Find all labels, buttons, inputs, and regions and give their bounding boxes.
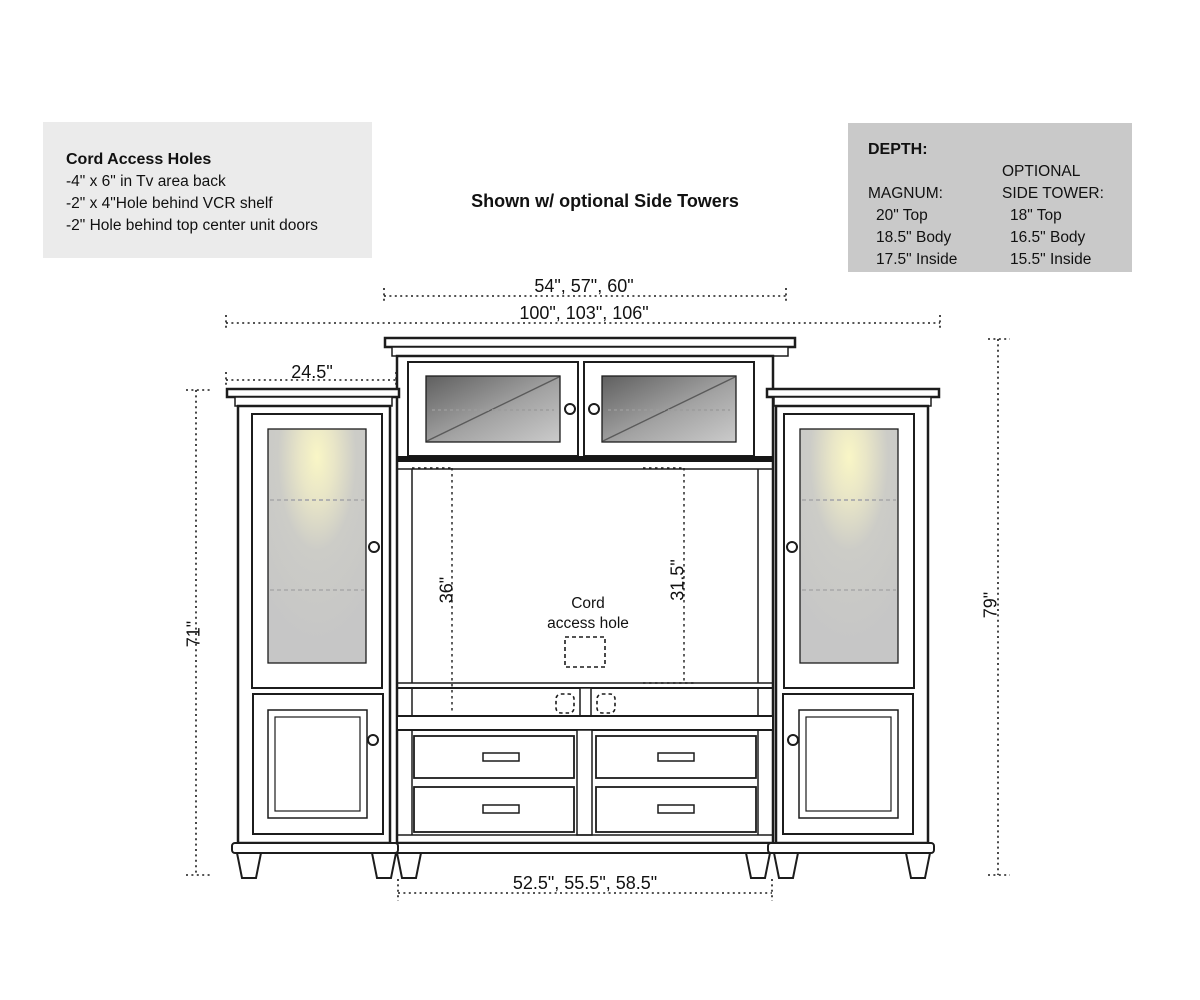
page-title: Shown w/ optional Side Towers	[471, 191, 739, 211]
left-tower-glass	[268, 429, 366, 663]
left-tower-crown	[227, 389, 399, 397]
dim-label-base-center-width: 52.5", 55.5", 58.5"	[512, 873, 658, 893]
dim-label-side-tower-height: 71"	[183, 620, 204, 648]
drawer-handle-icon	[483, 753, 519, 761]
knob-icon	[369, 542, 379, 552]
depth-col1-row3: 17.5" Inside	[876, 251, 958, 268]
foot	[906, 853, 930, 878]
vcr-shelf-divider	[580, 688, 591, 716]
foot	[774, 853, 798, 878]
foot	[372, 853, 396, 878]
depth-col1-row2: 18.5" Body	[876, 229, 952, 246]
dim-label-top-center-width: 54", 57", 60"	[534, 276, 634, 296]
cord-access-holes-title: Cord Access Holes	[66, 151, 212, 168]
drawer-handle-icon	[658, 753, 694, 761]
left-tower-glass-door	[252, 414, 382, 688]
knob-icon	[368, 735, 378, 745]
dim-label-side-tower-width: 24.5"	[291, 362, 333, 382]
dim-label-overall-width: 100", 103", 106"	[519, 303, 649, 323]
cord-access-hole-label-line1: Cord	[571, 595, 605, 612]
left-side-tower	[227, 389, 399, 878]
depth-col1-row1: 20" Top	[876, 207, 928, 224]
cord-access-hole-label-line2: access hole	[547, 615, 629, 632]
drawer-handle-icon	[658, 805, 694, 813]
hutch-right-glass-door	[584, 362, 754, 456]
depth-col2-header2: SIDE TOWER:	[1002, 185, 1104, 202]
foot	[746, 853, 770, 878]
dim-label-tv-opening-height: 36"	[436, 576, 457, 604]
depth-col2-row1: 18" Top	[1010, 207, 1062, 224]
cord-access-note-2: -2" x 4"Hole behind VCR shelf	[66, 195, 273, 212]
cord-access-note-3: -2" Hole behind top center unit doors	[66, 217, 318, 234]
dim-label-overall-height: 79"	[980, 591, 1001, 619]
knob-icon	[787, 542, 797, 552]
knob-icon	[565, 404, 575, 414]
right-side-tower	[767, 389, 939, 878]
depth-col1-header2: MAGNUM:	[868, 185, 943, 202]
center-crown-molding	[385, 338, 795, 347]
knob-icon	[589, 404, 599, 414]
hutch-left-glass-door	[408, 362, 578, 456]
foot	[397, 853, 421, 878]
right-tower-crown	[767, 389, 939, 397]
dim-label-tv-opening-inner-height: 31.5"	[667, 559, 688, 601]
center-plinth	[394, 843, 776, 853]
foot	[237, 853, 261, 878]
right-tower-plinth	[768, 843, 934, 853]
depth-title: DEPTH:	[868, 141, 928, 158]
knob-icon	[788, 735, 798, 745]
right-tower-glass	[800, 429, 898, 663]
depth-col2-header1: OPTIONAL	[1002, 163, 1081, 180]
right-tower-glass-door	[784, 414, 914, 688]
depth-col2-row2: 16.5" Body	[1010, 229, 1086, 246]
cord-access-note-1: -4" x 6" in Tv area back	[66, 173, 226, 190]
drawer-handle-icon	[483, 805, 519, 813]
left-tower-plinth	[232, 843, 398, 853]
depth-col2-row3: 15.5" Inside	[1010, 251, 1092, 268]
